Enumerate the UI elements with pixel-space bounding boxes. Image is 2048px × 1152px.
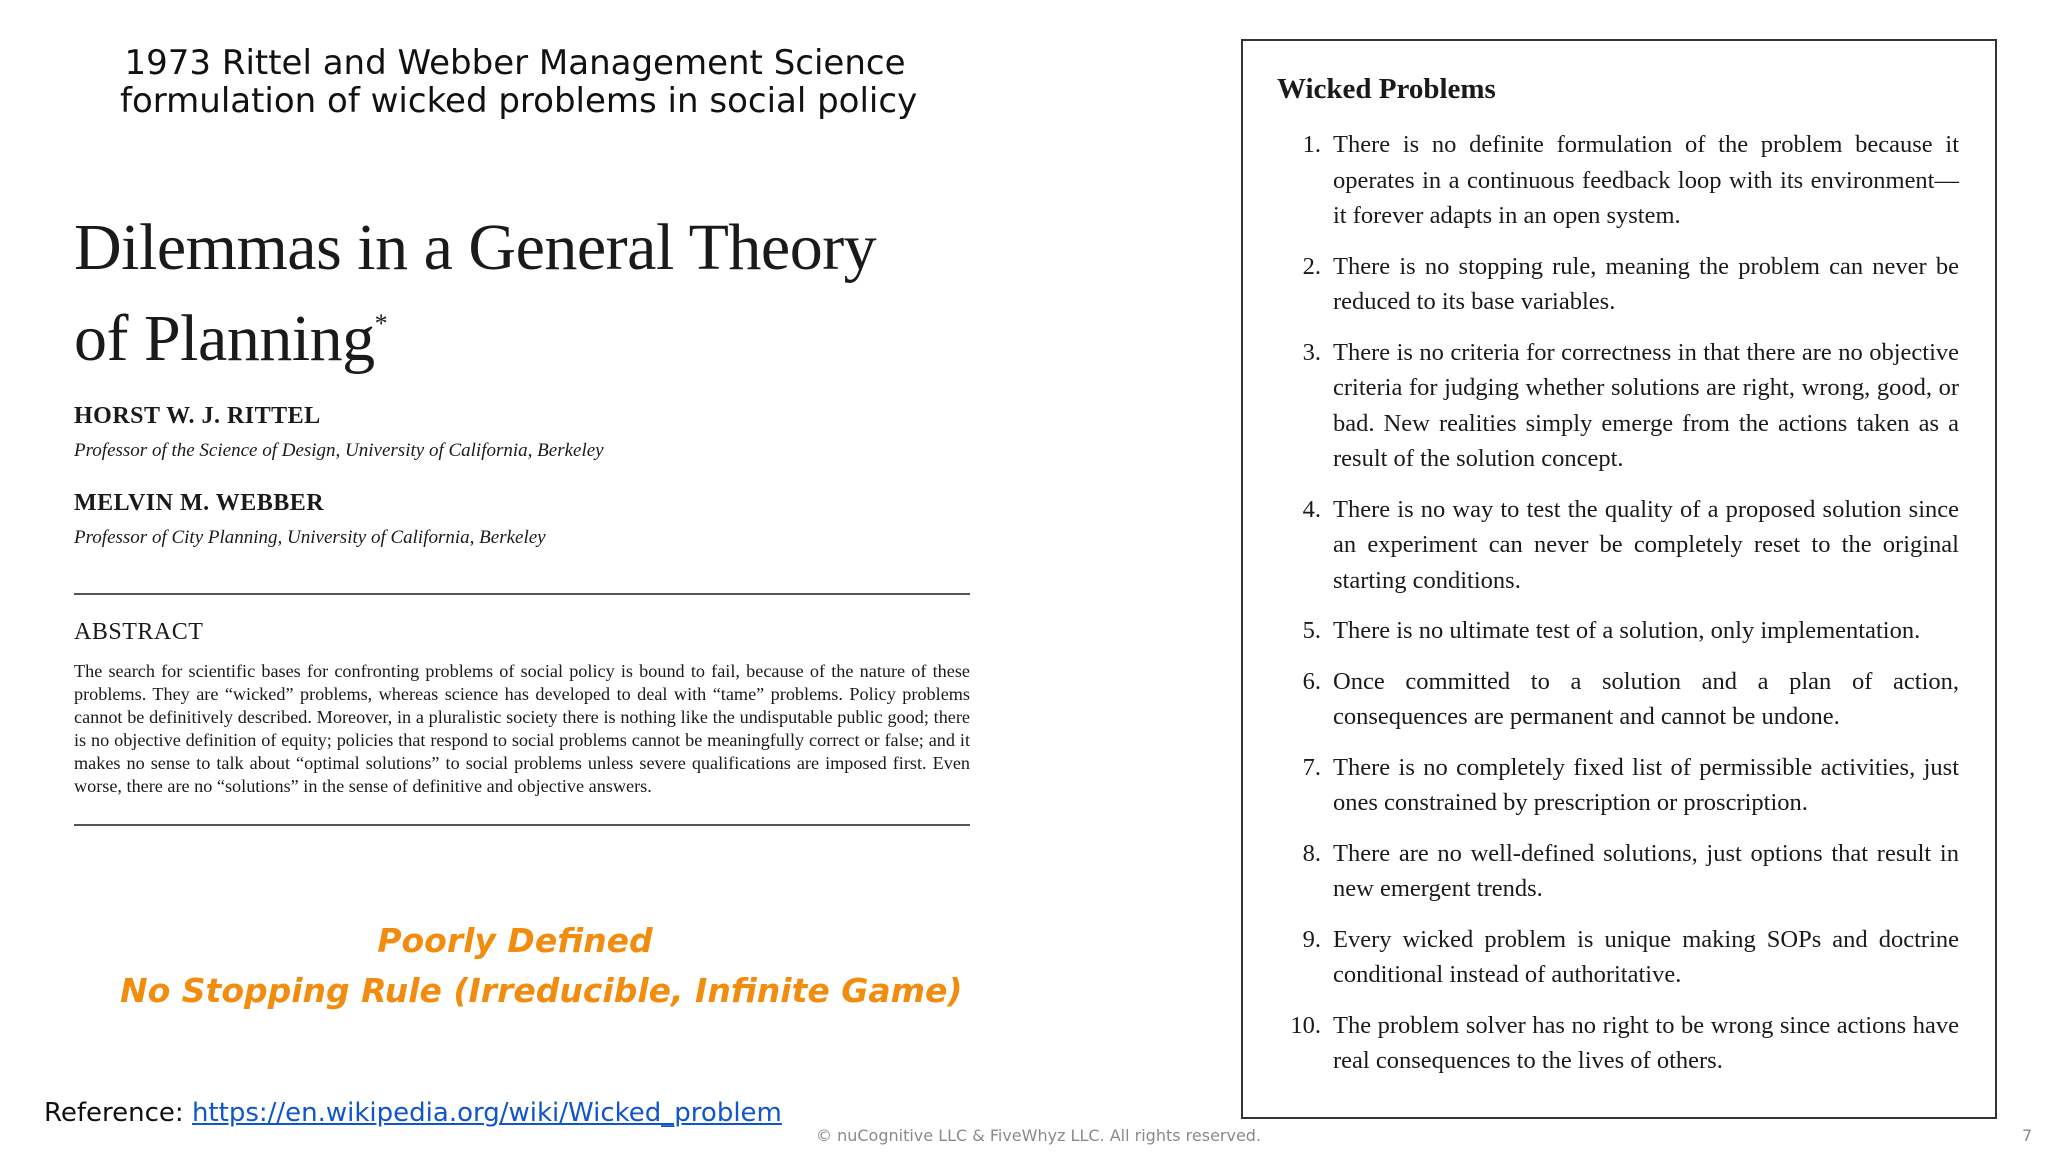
reference [44, 1098, 782, 1128]
slide-title-line-1: 1973 Rittel and Webber Management Science [124, 43, 906, 83]
footer-copyright: © nuCognitive LLC & FiveWhyz LLC. All rights reserved. [816, 1126, 1262, 1145]
list-item-number: 2. [1302, 252, 1321, 280]
reference-link[interactable]: https://en.wikipedia.org/wiki/Wicked_problem [191, 1098, 782, 1128]
highlight-line-2: No Stopping Rule (Irreducible, Infinite Game) [120, 971, 963, 1010]
list-item-number: 10. [1290, 1011, 1321, 1039]
list-item [1285, 750, 1959, 821]
list-item [1285, 664, 1959, 735]
list-item [1285, 492, 1959, 599]
author-2-name: MELVIN M. WEBBER [74, 490, 325, 516]
author-2-affiliation: Professor of City Planning, University of California, Berkeley [74, 527, 546, 548]
page-number: 7 [2022, 1126, 2033, 1145]
list-item [1285, 249, 1959, 320]
highlight-line-1: Poorly Defined [377, 921, 653, 960]
list-item-number: 8. [1302, 839, 1321, 867]
list-item [1285, 1008, 1959, 1079]
list-item-number: 1. [1302, 131, 1321, 158]
wicked-problems-title: Wicked Problems [1277, 73, 1496, 105]
author-1-affiliation: Professor of the Science of Design, University of California, Berkeley [74, 440, 604, 461]
divider [74, 593, 970, 595]
list-item-number: 9. [1302, 925, 1321, 953]
paper-excerpt [74, 210, 984, 826]
abstract-heading: ABSTRACT [74, 619, 204, 645]
list-item-number: 6. [1302, 667, 1321, 695]
divider [74, 824, 970, 826]
list-item-number: 7. [1302, 753, 1321, 781]
list-item-text: There is no definite formulation of the problem because it operates in a continuous feedback loop with its environment—it forever adapts in an open system. [1333, 131, 1959, 229]
list-item-text: There are no well-defined solutions, just options that result in new emergent trends. [1333, 839, 1959, 902]
wicked-problems-list [1285, 127, 1959, 1094]
paper-title [74, 210, 984, 377]
list-item [1285, 127, 1959, 234]
list-item-text: Every wicked problem is unique making SOPs and doctrine conditional instead of authoritative. [1333, 925, 1959, 988]
slide-title-line-2: formulation of wicked problems in social policy [120, 81, 918, 121]
list-item-number: 5. [1302, 617, 1321, 644]
list-item [1285, 922, 1959, 993]
wicked-problems-box [1241, 39, 1997, 1119]
list-item [1285, 335, 1959, 477]
list-item-text: There is no criteria for correctness in that there are no objective criteria for judging whether solutions are right, wrong, good, or bad. New realities simply emerge from the actions taken as a result of the solution concept. [1333, 338, 1959, 472]
list-item [1285, 836, 1959, 907]
paper-title-footnote-mark: * [374, 309, 388, 338]
reference-label: Reference: [44, 1098, 184, 1128]
list-item-text: The problem solver has no right to be wrong since actions have real consequences to the lives of others. [1333, 1011, 1959, 1074]
author-1-name: HORST W. J. RITTEL [74, 403, 321, 429]
paper-title-line-2: of Planning [74, 302, 375, 375]
slide-title [120, 43, 918, 121]
highlight-notes [120, 916, 963, 1016]
list-item-number: 3. [1302, 338, 1321, 366]
list-item-text: There is no ultimate test of a solution, only implementation. [1333, 617, 1921, 644]
abstract-text: The search for scientific bases for confronting problems of social policy is bound to fail, because of the nature of these problems. They are “wicked” problems, whereas science has developed to deal with “tame” problems. Policy problems cannot be definitively described. Moreover, in a pluralistic society there is nothing like the undisputable public good; there is no objective definition of equity; policies that respond to social problems cannot be meaningfully correct or false; and it makes no sense to talk about “optimal solutions” to social problems unless severe qualifications are imposed first. Even worse, there are no “solutions” in the sense of definitive and objective answers. [74, 661, 970, 796]
list-item-text: Once committed to a solution and a plan of action, consequences are permanent and cannot be undone. [1333, 667, 1959, 730]
list-item-text: There is no way to test the quality of a proposed solution since an experiment can never be completely reset to the original starting conditions. [1333, 495, 1959, 594]
list-item-text: There is no completely fixed list of permissible activities, just ones constrained by prescription or proscription. [1333, 753, 1959, 816]
paper-title-line-1: Dilemmas in a General Theory [74, 211, 877, 284]
list-item [1285, 613, 1959, 649]
list-item-text: There is no stopping rule, meaning the problem can never be reduced to its base variables. [1333, 252, 1959, 315]
list-item-number: 4. [1302, 495, 1321, 523]
